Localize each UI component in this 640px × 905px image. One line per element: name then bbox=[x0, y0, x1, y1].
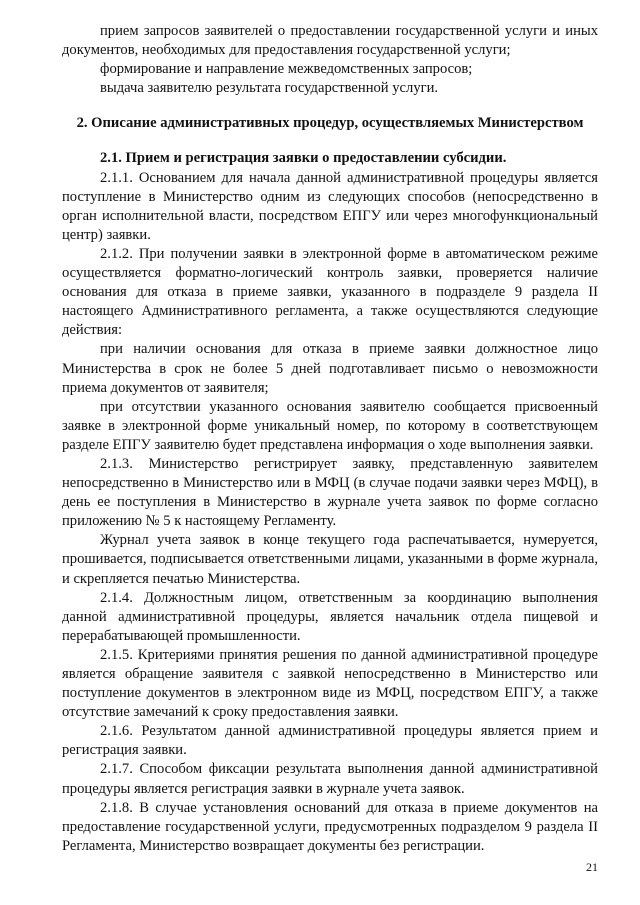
intro-item: прием запросов заявителей о предоставлении государственной услуги и иных документов, необходимых для предоставления государственной услуги; bbox=[62, 23, 598, 59]
paragraph: 2.1.8. В случае установления оснований для отказа в приеме документов на предоставление государственной услуги, предусмотренных подразделом 9 раздела II Регламента, Министерство возвращает документы без регистрации. bbox=[62, 799, 598, 854]
paragraph: 2.1.3. Министерство регистрирует заявку, представленную заявителем непосредственно в Министерство или в МФЦ (в случае подачи заявки через МФЦ), в день ее поступления в Министерство в журнале учета заявок по форме согласно приложению № 5 к настоящему Регламенту. bbox=[62, 455, 598, 530]
intro-item: выдача заявителю результата государственной услуги. bbox=[100, 80, 439, 97]
paragraph: 2.1.5. Критериями принятия решения по данной административной процедуре является обращение заявителя с заявкой непосредственно в Министерство или поступление документов в электронном виде из МФЦ, посредством ЕПГУ, а также отсутствие замечаний к сроку предоставления заявки. bbox=[62, 646, 598, 721]
document-page bbox=[62, 22, 598, 856]
page-number: 21 bbox=[586, 860, 598, 874]
paragraph: 2.1.4. Должностным лицом, ответственным за координацию выполнения данной административной процедуры, является начальник отдела пищевой и перерабатывающей промышленности. bbox=[62, 589, 598, 644]
paragraph: при наличии основания для отказа в приеме заявки должностное лицо Министерства в срок не более 5 дней подготавливает письмо о невозможности приема документов от заявителя; bbox=[62, 341, 598, 396]
paragraph: 2.1.2. При получении заявки в электронной форме в автоматическом режиме осуществляется форматно-логический контроль заявки, проверяется наличие основания для отказа в приеме заявки, указанного в подразделе 9 раздела II настоящего Административного регламента, а также осуществляются следующие действия: bbox=[62, 245, 598, 339]
paragraph: 2.1.6. Результатом данной административной процедуры является прием и регистрация заявки. bbox=[62, 723, 598, 759]
paragraph: Журнал учета заявок в конце текущего года распечатывается, нумеруется, прошивается, подписывается ответственными лицами, указанными в форме журнала, и скрепляется печатью Министерства. bbox=[62, 532, 598, 587]
intro-item: формирование и направление межведомственных запросов; bbox=[100, 61, 473, 78]
paragraph: 2.1.1. Основанием для начала данной административной процедуры является поступление в Министерство одним из следующих способов (непосредственно в орган исполнительной власти, посредством ЕПГУ или через многофункциональный центр) заявки. bbox=[62, 169, 598, 243]
paragraph: 2.1.7. Способом фиксации результата выполнения данной административной процедуры является регистрация заявки в журнале учета заявок. bbox=[62, 761, 598, 797]
subsection-title: 2.1. Прием и регистрация заявки о предоставлении субсидии. bbox=[100, 150, 507, 167]
paragraph: при отсутствии указанного основания заявителю сообщается присвоенный заявке в электронной форме уникальный номер, по которому в соответствующем разделе ЕПГУ заявителю будет представлена информация о ходе выполнения заявки. bbox=[62, 398, 598, 453]
section-title: 2. Описание административных процедур, осуществляемых Министерством bbox=[76, 115, 584, 132]
